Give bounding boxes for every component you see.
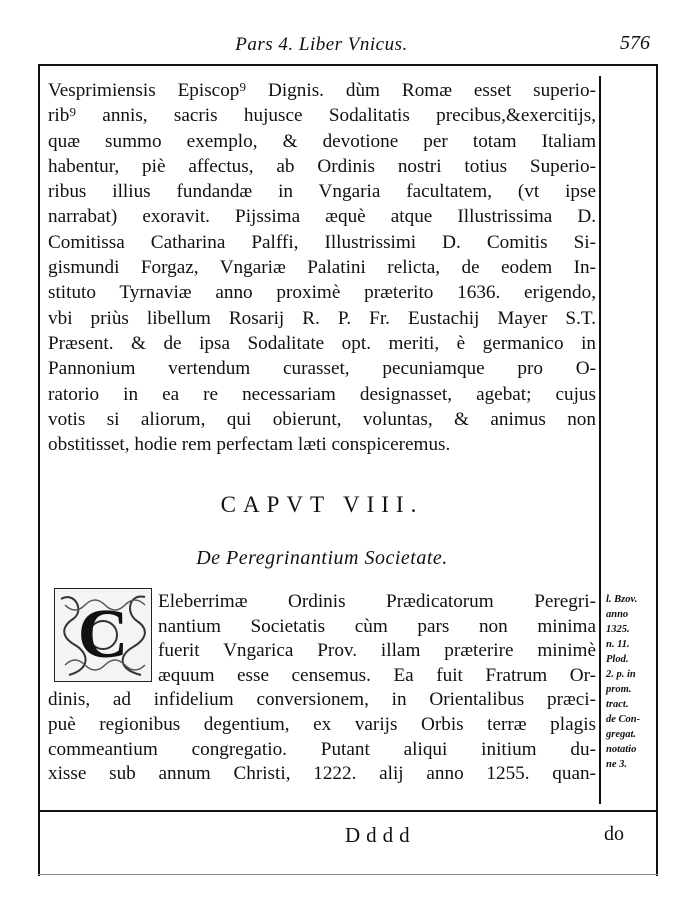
frame-rule-foot	[38, 874, 658, 875]
margin-note-line: n. 11.	[606, 639, 630, 650]
text-line: gismundi Forgaz, Vngariæ Palatini relicta, de eodem In-	[48, 257, 596, 279]
signature-mark: Dddd	[345, 823, 416, 847]
frame-rule-left	[38, 64, 40, 876]
catchword: do	[604, 823, 624, 845]
margin-note-line: tract.	[606, 699, 629, 710]
margin-note-line: anno	[606, 609, 629, 620]
text-line: Pannonium vertendum curasset, pecuniamque pro O-	[48, 358, 596, 380]
chapter-title: CAPVT VIII.	[220, 492, 424, 517]
text-line: Præsent. & de ipsa Sodalitate opt. meriti, è germanico in	[48, 332, 596, 354]
margin-note-line: notatio	[606, 744, 637, 755]
text-line: rib⁹ annis, sacris hujusce Sodalitatis precibus,&exercitijs,	[48, 105, 596, 127]
margin-note-line: 1325.	[606, 624, 630, 635]
text-line: puè regionibus degentium, ex varijs Orbis terræ plagis	[48, 713, 596, 735]
text-line: æquum esse censemus. Ea fuit Fratrum Or-	[158, 664, 596, 686]
margin-note-line: ne 3.	[606, 759, 627, 770]
text-line: Eleberrimæ Ordinis Prædicatorum Peregri-	[158, 591, 596, 612]
text-line: stituto Tyrnaviæ anno proximè præterito 1636. erigendo,	[48, 282, 596, 304]
text-line: ratorio in ea re necessariam designasset, agebat; cujus	[48, 383, 596, 405]
text-line: dinis, ad infidelium conversionem, in Orientalibus præci-	[48, 689, 596, 711]
text-line: habentur, piè affectus, ab Ordinis nostri totius Superio-	[48, 155, 596, 177]
page-number: 576	[620, 32, 650, 54]
margin-note	[606, 592, 654, 772]
frame-rule-right	[656, 64, 658, 876]
text-line: commeantium congregatio. Putant aliqui initium du-	[48, 738, 596, 760]
frame-rule-bottom	[38, 810, 658, 812]
text-line: Vesprimiensis Episcop⁹ Dignis. dùm Romæ esset superio-	[48, 80, 596, 101]
frame-rule-top	[38, 64, 658, 66]
margin-note-line: 2. p. in	[606, 669, 636, 680]
text-line: nantium Societatis cùm pars non minima	[158, 615, 596, 637]
margin-note-line: Plod.	[606, 654, 629, 665]
text-line: votis si aliorum, qui obierunt, voluntas, & animus non	[48, 408, 596, 430]
text-line: narrabat) exoravit. Pijssima æquè atque Illustrissima D.	[48, 206, 596, 228]
text-line: Comitissa Catharina Palffi, Illustrissimi D. Comitis Si-	[48, 231, 596, 253]
margin-note-line: de Con-	[606, 714, 641, 725]
chapter-subtitle: De Peregrinantium Societate.	[196, 547, 448, 569]
margin-note-line: l. Bzov.	[606, 594, 638, 605]
margin-column-rule	[599, 76, 601, 804]
dropcap-letter: C	[77, 596, 129, 673]
text-line: obstitisset, hodie rem perfectam læti conspiceremus.	[48, 434, 451, 456]
text-line: fuerit Vngarica Prov. illam præterire minimè	[158, 640, 596, 662]
text-line: vbi priùs libellum Rosarij R. P. Fr. Eustachij Mayer S.T.	[48, 307, 596, 329]
paragraph-two	[48, 590, 596, 787]
text-line: ribus illius fundandæ in Vngaria facultatem, (vt ipse	[48, 181, 596, 203]
margin-note-line: prom.	[606, 684, 632, 695]
text-line: xisse sub annum Christi, 1222. alij anno 1255. quan-	[48, 763, 596, 785]
margin-note-line: gregat.	[606, 729, 637, 740]
page-header	[44, 30, 658, 60]
text-line: quæ summo exemplo, & devotione per totam Italiam	[48, 130, 596, 152]
paragraph-one	[48, 78, 596, 457]
running-title: Pars 4. Liber Vnicus.	[235, 34, 408, 55]
